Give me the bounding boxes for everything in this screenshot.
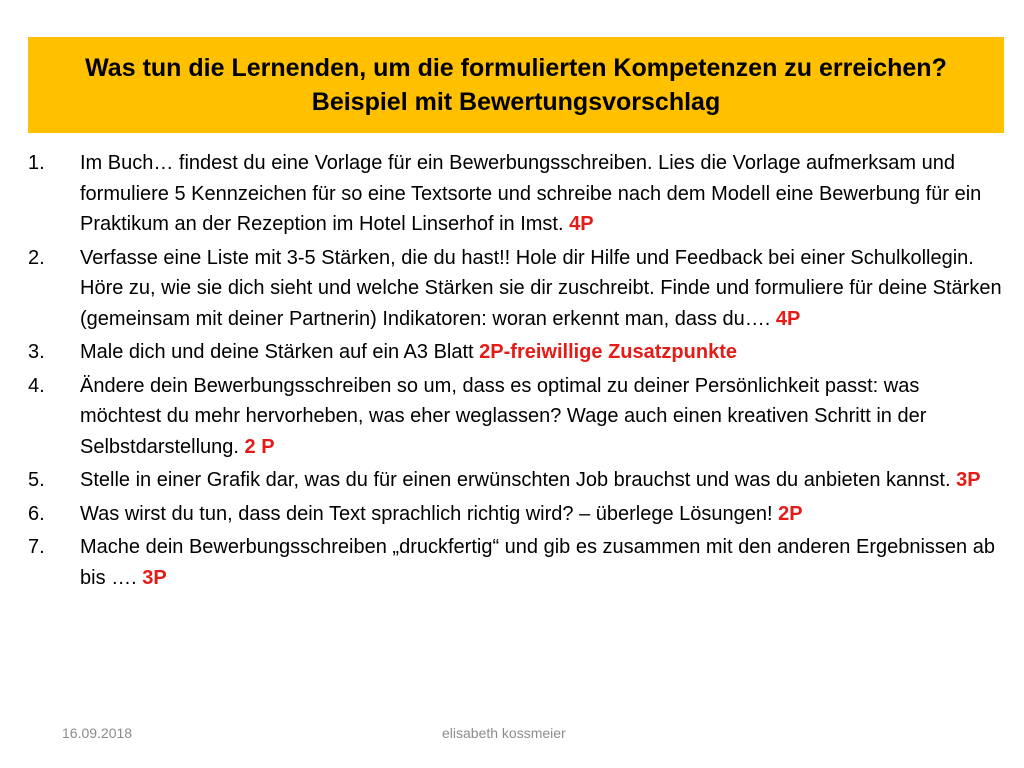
task-number: 1. [28, 152, 45, 174]
task-text: Mache dein Bewerbungsschreiben „druckfertig“ und gib es zusammen mit den anderen Ergebnissen ab bis …. [80, 536, 995, 589]
task-number: 5. [28, 469, 45, 491]
task-points: 4P [775, 307, 801, 330]
task-points: 2P [778, 502, 803, 525]
task-points: 2P-freiwillige Zusatzpunkte [479, 341, 737, 363]
task-points: 2 P [244, 435, 275, 458]
list-item [28, 148, 1004, 240]
task-text: Was wirst du tun, dass dein Text sprachlich richtig wird? – überlege Lösungen! [80, 502, 779, 525]
task-points: 3P [956, 469, 981, 491]
list-item [28, 337, 1004, 368]
footer-author: elisabeth kossmeier [442, 725, 566, 741]
list-item [28, 371, 1004, 463]
slide-title: Was tun die Lernenden, um die formulierten Kompetenzen zu erreichen? Beispiel mit Bewertungsvorschlag [85, 54, 947, 116]
task-number: 4. [28, 374, 45, 397]
task-list [28, 148, 1004, 596]
task-text: Ändere dein Bewerbungsschreiben so um, dass es optimal zu deiner Persönlichkeit passt: was möchtest du mehr hervorheben, was eher weglassen? Wage auch einen kreativen Schritt in der Selbstdarstellung. [80, 374, 927, 458]
list-item [28, 532, 1004, 593]
task-number: 2. [28, 246, 45, 269]
task-text: Stelle in einer Grafik dar, was du für einen erwünschten Job brauchst und was du anbieten kannst. [80, 469, 957, 491]
footer-date: 16.09.2018 [62, 725, 133, 741]
list-item [28, 465, 1004, 496]
task-text: Im Buch… findest du eine Vorlage für ein Bewerbungsschreiben. Lies die Vorlage aufmerksam und formuliere 5 Kennzeichen für so eine Textsorte und schreibe nach dem Modell eine Bewerbung für ein Praktikum an der Rezeption im Hotel Linserhof in Imst. [80, 152, 982, 235]
title-banner [28, 37, 1004, 133]
task-points: 3P [142, 566, 167, 589]
task-text: Verfasse eine Liste mit 3-5 Stärken, die du hast!! Hole dir Hilfe und Feedback bei einer Schulkollegin. Höre zu, wie sie dich sieht und welche Stärken sie dir zuschreibt. Finde und formuliere für deine Stärken (gemeinsam mit deiner Partnerin) Indikatoren: woran erkennt man, dass du…. [80, 246, 1002, 330]
task-number: 3. [28, 341, 45, 363]
task-number: 7. [28, 536, 45, 558]
task-text: Male dich und deine Stärken auf ein A3 Blatt [80, 341, 480, 363]
list-item [28, 243, 1004, 335]
task-points: 4P [569, 213, 594, 235]
task-number: 6. [28, 502, 45, 525]
list-item [28, 499, 1004, 530]
